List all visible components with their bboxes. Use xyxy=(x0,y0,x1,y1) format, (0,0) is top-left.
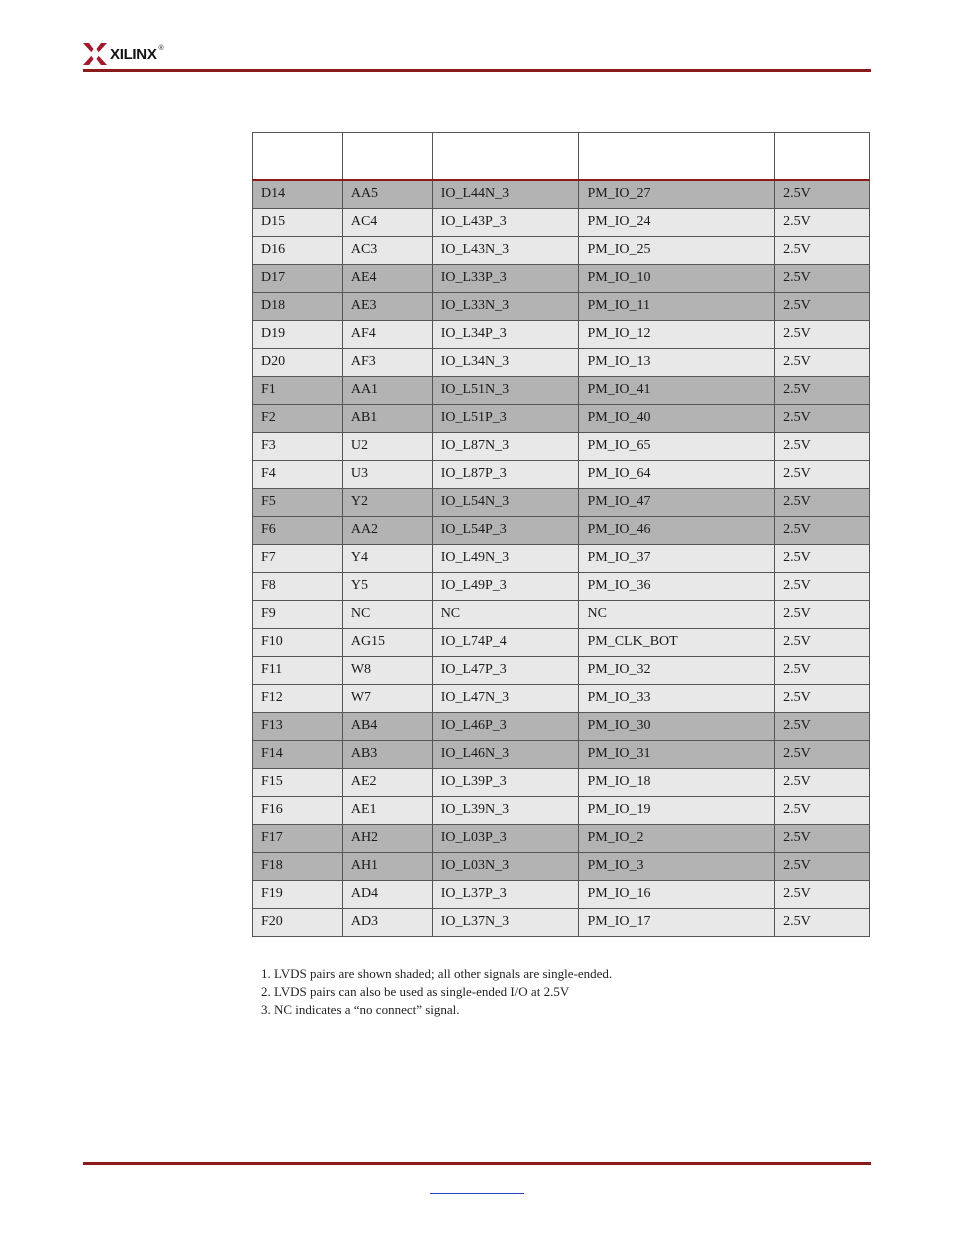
footnotes xyxy=(254,965,612,1019)
table-cell: 2.5V xyxy=(775,796,870,824)
table-cell: IO_L47N_3 xyxy=(432,684,579,712)
table-cell: IO_L37P_3 xyxy=(432,880,579,908)
table-header-cell xyxy=(579,133,775,181)
table-cell: PM_IO_36 xyxy=(579,572,775,600)
table-row xyxy=(253,236,870,264)
table-cell: IO_L03N_3 xyxy=(432,852,579,880)
table-cell: W8 xyxy=(342,656,432,684)
table-cell: PM_IO_32 xyxy=(579,656,775,684)
table-row xyxy=(253,432,870,460)
table-cell: AB1 xyxy=(342,404,432,432)
table-cell: 2.5V xyxy=(775,684,870,712)
table-cell: PM_IO_16 xyxy=(579,880,775,908)
footer-link[interactable] xyxy=(430,1190,524,1194)
footnote-2: 2. LVDS pairs can also be used as single-ended I/O at 2.5V xyxy=(274,983,612,1001)
table-row xyxy=(253,852,870,880)
table-cell: IO_L47P_3 xyxy=(432,656,579,684)
table-cell: D16 xyxy=(253,236,343,264)
table-cell: PM_IO_65 xyxy=(579,432,775,460)
table-row xyxy=(253,544,870,572)
table-cell: AC4 xyxy=(342,208,432,236)
table-cell: IO_L49N_3 xyxy=(432,544,579,572)
table-cell: IO_L39N_3 xyxy=(432,796,579,824)
table-cell: PM_IO_13 xyxy=(579,348,775,376)
table-cell: 2.5V xyxy=(775,656,870,684)
table-row xyxy=(253,600,870,628)
table-row xyxy=(253,460,870,488)
table-row xyxy=(253,208,870,236)
table-cell: IO_L87N_3 xyxy=(432,432,579,460)
table-row xyxy=(253,488,870,516)
table-cell: IO_L51P_3 xyxy=(432,404,579,432)
pin-table xyxy=(252,132,870,937)
table-cell: 2.5V xyxy=(775,208,870,236)
table-cell: D20 xyxy=(253,348,343,376)
table-cell: IO_L46P_3 xyxy=(432,712,579,740)
xilinx-logo-icon xyxy=(83,43,107,65)
logo-registered-mark: ® xyxy=(158,45,164,52)
table-cell: IO_L37N_3 xyxy=(432,908,579,936)
table-cell: F7 xyxy=(253,544,343,572)
table-cell: F13 xyxy=(253,712,343,740)
table-row xyxy=(253,908,870,936)
table-cell: AE3 xyxy=(342,292,432,320)
table-cell: D17 xyxy=(253,264,343,292)
table-cell: PM_IO_18 xyxy=(579,768,775,796)
table-row xyxy=(253,376,870,404)
footnote-1: 1. LVDS pairs are shown shaded; all other signals are single-ended. xyxy=(274,965,612,983)
table-cell: IO_L74P_4 xyxy=(432,628,579,656)
table-cell: 2.5V xyxy=(775,432,870,460)
table-cell: PM_IO_12 xyxy=(579,320,775,348)
table-cell: F5 xyxy=(253,488,343,516)
table-cell: F15 xyxy=(253,768,343,796)
table-header-cell xyxy=(775,133,870,181)
table-cell: NC xyxy=(432,600,579,628)
table-cell: PM_IO_37 xyxy=(579,544,775,572)
table-cell: AF3 xyxy=(342,348,432,376)
table-cell: F1 xyxy=(253,376,343,404)
footnote-3: 3. NC indicates a “no connect” signal. xyxy=(274,1001,612,1019)
table-row xyxy=(253,348,870,376)
table-row xyxy=(253,320,870,348)
table-cell: PM_IO_25 xyxy=(579,236,775,264)
table-header-cell xyxy=(253,133,343,181)
table-cell: 2.5V xyxy=(775,880,870,908)
table-cell: PM_IO_47 xyxy=(579,488,775,516)
table-cell: PM_IO_64 xyxy=(579,460,775,488)
table-cell: 2.5V xyxy=(775,628,870,656)
table-cell: 2.5V xyxy=(775,320,870,348)
table-cell: PM_IO_2 xyxy=(579,824,775,852)
table-cell: PM_IO_3 xyxy=(579,852,775,880)
table-cell: F3 xyxy=(253,432,343,460)
table-cell: AB3 xyxy=(342,740,432,768)
table-cell: U3 xyxy=(342,460,432,488)
table-cell: F14 xyxy=(253,740,343,768)
table-cell: AG15 xyxy=(342,628,432,656)
table-cell: IO_L54P_3 xyxy=(432,516,579,544)
table-header-cell xyxy=(432,133,579,181)
table-cell: AH2 xyxy=(342,824,432,852)
table-row xyxy=(253,684,870,712)
table-cell: Y2 xyxy=(342,488,432,516)
table-cell: PM_IO_17 xyxy=(579,908,775,936)
table-cell: W7 xyxy=(342,684,432,712)
table-cell: PM_IO_40 xyxy=(579,404,775,432)
table-row xyxy=(253,768,870,796)
table-row xyxy=(253,796,870,824)
logo-wordmark: XILINX xyxy=(110,45,157,63)
table-cell: IO_L33N_3 xyxy=(432,292,579,320)
table-cell: NC xyxy=(579,600,775,628)
table-cell: D15 xyxy=(253,208,343,236)
xilinx-logo xyxy=(83,40,164,68)
table-row xyxy=(253,180,870,208)
table-cell: IO_L46N_3 xyxy=(432,740,579,768)
table-cell: PM_IO_46 xyxy=(579,516,775,544)
table-cell: IO_L43N_3 xyxy=(432,236,579,264)
footer-rule xyxy=(83,1162,871,1165)
table-cell: 2.5V xyxy=(775,852,870,880)
table-cell: IO_L44N_3 xyxy=(432,180,579,208)
table-cell: 2.5V xyxy=(775,236,870,264)
table-cell: F8 xyxy=(253,572,343,600)
table-cell: 2.5V xyxy=(775,488,870,516)
table-cell: 2.5V xyxy=(775,544,870,572)
table-cell: IO_L34P_3 xyxy=(432,320,579,348)
table-cell: D14 xyxy=(253,180,343,208)
table-cell: IO_L51N_3 xyxy=(432,376,579,404)
table-row xyxy=(253,712,870,740)
table-cell: PM_CLK_BOT xyxy=(579,628,775,656)
table-row xyxy=(253,292,870,320)
table-cell: IO_L54N_3 xyxy=(432,488,579,516)
table-cell: 2.5V xyxy=(775,516,870,544)
table-cell: PM_IO_19 xyxy=(579,796,775,824)
table-header-row xyxy=(253,133,870,181)
table-cell: 2.5V xyxy=(775,264,870,292)
table-cell: IO_L43P_3 xyxy=(432,208,579,236)
table-cell: U2 xyxy=(342,432,432,460)
table-cell: F12 xyxy=(253,684,343,712)
table-row xyxy=(253,404,870,432)
table-cell: PM_IO_30 xyxy=(579,712,775,740)
table-cell: AA5 xyxy=(342,180,432,208)
table-cell: Y5 xyxy=(342,572,432,600)
table-cell: D19 xyxy=(253,320,343,348)
table-cell: F11 xyxy=(253,656,343,684)
table-cell: IO_L87P_3 xyxy=(432,460,579,488)
table-cell: PM_IO_33 xyxy=(579,684,775,712)
table-cell: PM_IO_31 xyxy=(579,740,775,768)
table-cell: PM_IO_24 xyxy=(579,208,775,236)
table-cell: IO_L34N_3 xyxy=(432,348,579,376)
table-cell: 2.5V xyxy=(775,740,870,768)
table-cell: AA1 xyxy=(342,376,432,404)
table-row xyxy=(253,656,870,684)
table-cell: AA2 xyxy=(342,516,432,544)
table-cell: F18 xyxy=(253,852,343,880)
table-row xyxy=(253,264,870,292)
table-cell: IO_L39P_3 xyxy=(432,768,579,796)
table-cell: 2.5V xyxy=(775,460,870,488)
table-row xyxy=(253,824,870,852)
table-cell: 2.5V xyxy=(775,376,870,404)
table-cell: F16 xyxy=(253,796,343,824)
table-cell: 2.5V xyxy=(775,572,870,600)
table-cell: F2 xyxy=(253,404,343,432)
header-rule xyxy=(83,69,871,72)
table-cell: PM_IO_41 xyxy=(579,376,775,404)
table-cell: AB4 xyxy=(342,712,432,740)
table-cell: 2.5V xyxy=(775,292,870,320)
table-cell: AD3 xyxy=(342,908,432,936)
table-cell: F9 xyxy=(253,600,343,628)
table-cell: D18 xyxy=(253,292,343,320)
table-cell: AH1 xyxy=(342,852,432,880)
table-cell: IO_L49P_3 xyxy=(432,572,579,600)
table-row xyxy=(253,572,870,600)
table-cell: Y4 xyxy=(342,544,432,572)
table-cell: NC xyxy=(342,600,432,628)
table-header-cell xyxy=(342,133,432,181)
table-cell: PM_IO_27 xyxy=(579,180,775,208)
table-row xyxy=(253,740,870,768)
table-row xyxy=(253,516,870,544)
table-cell: IO_L03P_3 xyxy=(432,824,579,852)
table-cell: F6 xyxy=(253,516,343,544)
table-cell: AE2 xyxy=(342,768,432,796)
table-cell: AC3 xyxy=(342,236,432,264)
table-cell: 2.5V xyxy=(775,712,870,740)
table-cell: F17 xyxy=(253,824,343,852)
table-cell: PM_IO_10 xyxy=(579,264,775,292)
table-cell: AE1 xyxy=(342,796,432,824)
table-cell: F19 xyxy=(253,880,343,908)
table-cell: F4 xyxy=(253,460,343,488)
table-cell: 2.5V xyxy=(775,180,870,208)
table-cell: IO_L33P_3 xyxy=(432,264,579,292)
table-cell: AE4 xyxy=(342,264,432,292)
table-row xyxy=(253,880,870,908)
table-cell: 2.5V xyxy=(775,404,870,432)
table-cell: AD4 xyxy=(342,880,432,908)
table-cell: 2.5V xyxy=(775,348,870,376)
table-cell: 2.5V xyxy=(775,824,870,852)
table-cell: 2.5V xyxy=(775,768,870,796)
table-cell: AF4 xyxy=(342,320,432,348)
table-cell: PM_IO_11 xyxy=(579,292,775,320)
table-cell: F20 xyxy=(253,908,343,936)
table-row xyxy=(253,628,870,656)
table-cell: F10 xyxy=(253,628,343,656)
table-cell: 2.5V xyxy=(775,908,870,936)
table-cell: 2.5V xyxy=(775,600,870,628)
